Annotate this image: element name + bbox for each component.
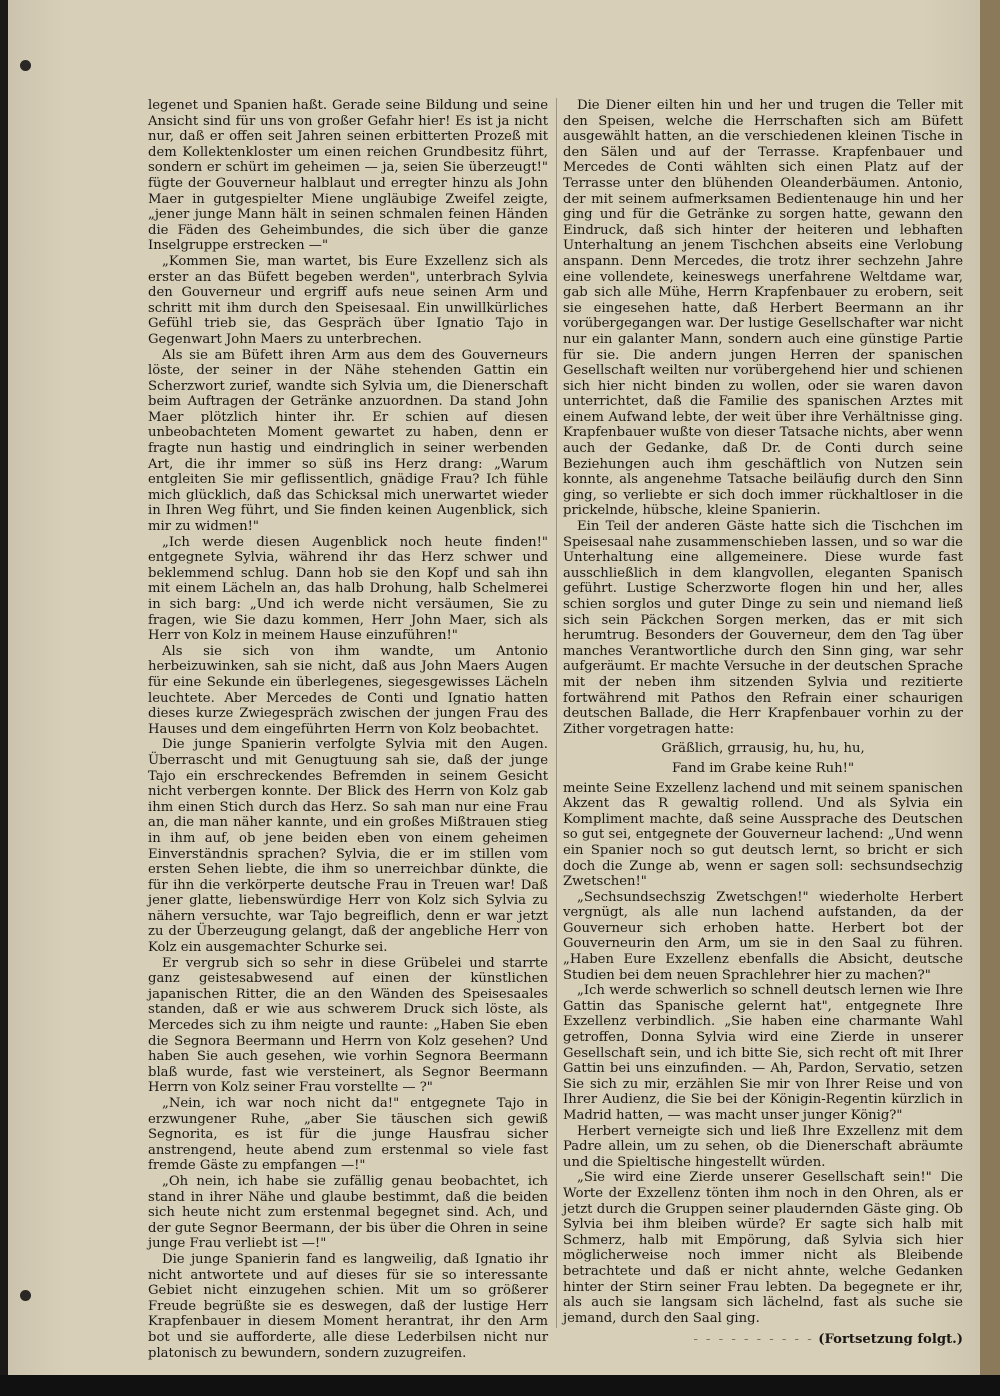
paragraph: „Ich werde schwerlich so schnell deutsch lernen wie Ihre Gattin das Spanische gelernt hat", entgegnete Ihre Exzellenz verbindlich. „Sie haben eine charmante Wahl getroffen, Donna Sylvia wird eine Zierde in unserer Gesellschaft sein, und ich bitte Sie, sich recht oft mit Ihrer Gattin bei uns einzufinden. — Ah, Pardon, Servatio, setzen Sie sich zu mir, erzählen Sie mir von Ihrer Reise und von Ihrer Audienz, die Sie bei der Königin-Regentin kürzlich in Madrid hatten, — was macht unser junger König?": [563, 983, 963, 1123]
continuation-text: (Fortsetzung folgt.): [818, 1332, 963, 1348]
column-divider: [556, 98, 557, 1328]
binding-hole: [20, 1290, 31, 1301]
scan-border: [0, 1375, 1000, 1396]
paragraph: „Kommen Sie, man wartet, bis Eure Exzellenz sich als erster an das Büfett begeben werden", unterbrach Sylvia den Gouverneur und ergriff aufs neue seinen Arm und schritt mit ihm durch den Speisesaal. Ein unwillkürliches Gefühl trieb sie, das Gespräch über Ignatio Tajo in Gegenwart John Maers zu unterbrechen.: [148, 253, 548, 347]
continuation-note: [563, 1332, 963, 1348]
paragraph: Als sie am Büfett ihren Arm aus dem des Gouverneurs löste, der seiner in der Nähe stehenden Gattin ein Scherzwort zurief, wandte sich Sylvia um, die Dienerschaft beim Auftragen der Getränke anzuordnen. Da stand John Maer plötzlich hinter ihr. Er schien auf diesen unbeobachteten Moment gewartet zu haben, denn er fragte nun hastig und eindringlich in seiner werbenden Art, die ihr immer so süß ins Herz drang: „Warum entgleiten Sie mir geflissentlich, gnädige Frau? Ich fühle mich glücklich, daß das Schicksal mich unerwartet wieder in Ihren Weg führt, und Sie finden keinen Augenblick, sich mir zu widmen!": [148, 347, 548, 535]
paragraph: „Sechsundsechszig Zwetschgen!" wiederholte Herbert vergnügt, als alle nun lachend aufstanden, da der Gouverneur sich erhoben hatte. Herbert bot der Gouverneurin den Arm, um sie in den Saal zu führen. „Haben Eure Exzellenz ebenfalls die Absicht, deutsche Studien bei dem neuen Sprachlehrer hier zu machen?": [563, 889, 963, 983]
paragraph: „Ich werde diesen Augenblick noch heute finden!" entgegnete Sylvia, während ihr das Herz schwer und beklemmend schlug. Dann hob sie den Kopf und sah ihn mit einem Lächeln an, das halb Drohung, halb Schelmerei in sich barg: „Und ich werde nicht versäumen, Sie zu fragen, wie Sie dazu kommen, Herr John Maer, sich als Herr von Kolz in meinem Hause einzuführen!": [148, 534, 548, 644]
paragraph: „Sie wird eine Zierde unserer Gesellschaft sein!" Die Worte der Exzellenz tönten ihm noch in den Ohren, als er jetzt durch die Gruppen seiner plaudernden Gäste ging. Ob Sylvia bei ihm bleiben würde? Er sagte sich halb mit Schmerz, halb mit Empörung, daß Sylvia sich hier möglicherweise noch immer nicht als Bleibende betrachtete und daß er nicht ahnte, welche Gedanken hinter der Stirn seiner Frau lebten. Da begegnete er ihr, als auch sie langsam sich lächelnd, fast als suche sie jemand, durch den Saal ging.: [563, 1170, 963, 1326]
paragraph: Als sie sich von ihm wandte, um Antonio herbeizuwinken, sah sie nicht, daß aus John Maers Augen für eine Sekunde ein überlegenes, siegesgewisses Lächeln leuchtete. Aber Mercedes de Conti und Ignatio hatten dieses kurze Zwiegespräch zwischen der jungen Frau des Hauses und dem eingeführten Herrn von Kolz beobachtet.: [148, 643, 548, 737]
left-column: [148, 98, 548, 1361]
right-column: [563, 98, 963, 1348]
paragraph: „Nein, ich war noch nicht da!" entgegnete Tajo in erzwungener Ruhe, „aber Sie täuschen sich gewiß Segnorita, es ist für die junge Hausfrau sicher anstrengend, heute abend zum erstenmal so viele fast fremde Gäste zu empfangen —!": [148, 1096, 548, 1174]
paragraph: Er vergrub sich so sehr in diese Grübelei und starrte ganz geistesabwesend auf einen der künstlichen japanischen Ritter, die an den Wänden des Speisesaales standen, daß er wie aus schwerem Druck sich löste, als Mercedes sich zu ihm neigte und raunte: „Haben Sie eben die Segnora Beermann und Herrn von Kolz gesehen? Und haben Sie auch gesehen, wie vorhin Segnora Beermann blaß wurde, fast wie versteinert, als Segnor Beermann Herrn von Kolz seiner Frau vorstellte — ?": [148, 955, 548, 1096]
verse-line: Gräßlich, grrausig, hu, hu, hu,: [661, 741, 865, 757]
paragraph: Die junge Spanierin verfolgte Sylvia mit den Augen. Überrascht und mit Genugtuung sah sie, daß der junge Tajo ein erschreckendes Befremden in seinem Gesicht nicht verbergen konnte. Der Blick des Herrn von Kolz gab ihm einen Stich durch das Herz. So sah man nur eine Frau an, die man näher kannte, und ein großes Mißtrauen stieg in ihm auf, ob jene beiden eben von einem geheimen Einverständnis sprachen? Sylvia, die er im stillen vom ersten Sehen liebte, die ihm so unerreichbar dünkte, die für ihn die verkörperte deutsche Frau in Treuen war! Daß jener glatte, liebenswürdige Herr von Kolz sich Sylvia zu nähern versuchte, war Tajo begreiflich, denn er war jetzt zu der Überzeugung gelangt, daß der angebliche Herr von Kolz ein ausgemachter Schurke sei.: [148, 737, 548, 956]
binding-hole: [20, 60, 31, 71]
paragraph: Die Diener eilten hin und her und trugen die Teller mit den Speisen, welche die Herrschaften sich am Büfett ausgewählt hatten, an die verschiedenen kleinen Tische in den Sälen und auf der Terrasse. Krapfenbauer und Mercedes de Conti wählten sich einen Platz auf der Terrasse unter den blühenden Oleanderbäumen. Antonio, der mit seinem aufmerksamen Bedientenauge hin und her ging und für die Getränke zu sorgen hatte, gewann den Eindruck, daß sich hinter der heiteren und lebhaften Unterhaltung an jenem Tischchen abseits eine Verlobung anspann. Denn Mercedes, die trotz ihrer sechzehn Jahre eine vollendete, keineswegs unerfahrene Weltdame war, gab sich alle Mühe, Herrn Krapfenbauer zu erobern, seit sie eingesehen hatte, daß Herbert Beermann an ihr vorübergegangen war. Der lustige Gesellschafter war nicht nur ein galanter Mann, sondern auch eine günstige Partie für sie. Die andern jungen Herren der spanischen Gesellschaft weilten nur vorübergehend hier und schienen sich hier nicht binden zu wollen, oder sie waren davon unterrichtet, daß die Familie des spanischen Arztes mit einem Aufwand lebte, der weit über ihre Verhältnisse ging. Krapfenbauer wußte von dieser Tatsache nichts, aber wenn auch der Gedanke, daß Dr. de Conti durch seine Beziehungen auch ihm geschäftlich von Nutzen sein konnte, als angenehme Tatsache beiläufig durch den Sinn ging, so verliebte er sich doch immer rückhaltloser in die prickelnde, hübsche, kleine Spanierin.: [563, 98, 963, 519]
paragraph: legenet und Spanien haßt. Gerade seine Bildung und seine Ansicht sind für uns von großer Gefahr hier! Es ist ja nicht nur, daß er offen seit Jahren seinen erbitterten Prozeß mit dem Kollektenkloster um einen reichen Grundbesitz führt, sondern er schürt im geheimen — ja, seien Sie überzeugt!" fügte der Gouverneur halblaut und erregter hinzu als John Maer in gutgespielter Miene ungläubige Zweifel zeigte, „jener junge Mann hält in seinen schmalen feinen Händen die Fäden des Geheimbundes, die sich über die ganze Inselgruppe erstrecken —": [148, 98, 548, 254]
paragraph: Herbert verneigte sich und ließ Ihre Exzellenz mit dem Padre allein, um zu sehen, ob die Dienerschaft abräumte und die Spieltische hingestellt würden.: [563, 1123, 963, 1170]
paragraph: meinte Seine Exzellenz lachend und mit seinem spanischen Akzent das R gewaltig rollend. Und als Sylvia ein Kompliment machte, daß seine Aussprache des Deutschen so gut sei, entgegnete der Gouverneur lachend: „Und wenn ein Spanier noch so gut deutsch lernt, so bricht er sich doch die Zunge ab, wenn er sagen soll: sechsundsechzig Zwetschen!": [563, 780, 963, 890]
page-edge: [980, 0, 1000, 1375]
dash-rule: - - - - - - - - - -: [693, 1332, 814, 1348]
paragraph: Die junge Spanierin fand es langweilig, daß Ignatio ihr nicht antwortete und auf dieses für sie so interessante Gebiet nicht einzugehen schien. Mit um so größerer Freude begrüßte sie es deswegen, daß der lustige Herr Krapfenbauer in diesem Moment herantrat, ihr den Arm bot und sie aufforderte, alle diese Lederbilsen nicht nur platonisch zu bewundern, sondern zuzugreifen.: [148, 1251, 548, 1361]
paragraph: „Oh nein, ich habe sie zufällig genau beobachtet, ich stand in ihrer Nähe und glaube bestimmt, daß die beiden sich heute nicht zum erstenmal begegnet sind. Ach, und der gute Segnor Beermann, der bis über die Ohren in seine junge Frau verliebt ist —!": [148, 1173, 548, 1252]
verse-line: Fand im Grabe keine Ruh!": [671, 760, 855, 776]
paragraph: Ein Teil der anderen Gäste hatte sich die Tischchen im Speisesaal nahe zusammenschieben lassen, und so war die Unterhaltung eine allgemeinere. Diese wurde fast ausschließlich in dem klangvollen, eleganten Spanisch geführt. Lustige Scherzworte flogen hin und her, alles schien sorglos und guter Dinge zu sein und niemand ließ sich sein Päckchen Sorgen merken, das er mit sich herumtrug. Besonders der Gouverneur, dem den Tag über manches Verantwortliche durch den Sinn ging, war sehr aufgeräumt. Er machte Versuche in der deutschen Sprache mit der neben ihm sitzenden Sylvia und rezitierte fortwährend mit Pathos den Refrain einer schaurigen deutschen Ballade, die Herr Krapfenbauer vorhin zu der Zither vorgetragen hatte:: [563, 519, 963, 737]
